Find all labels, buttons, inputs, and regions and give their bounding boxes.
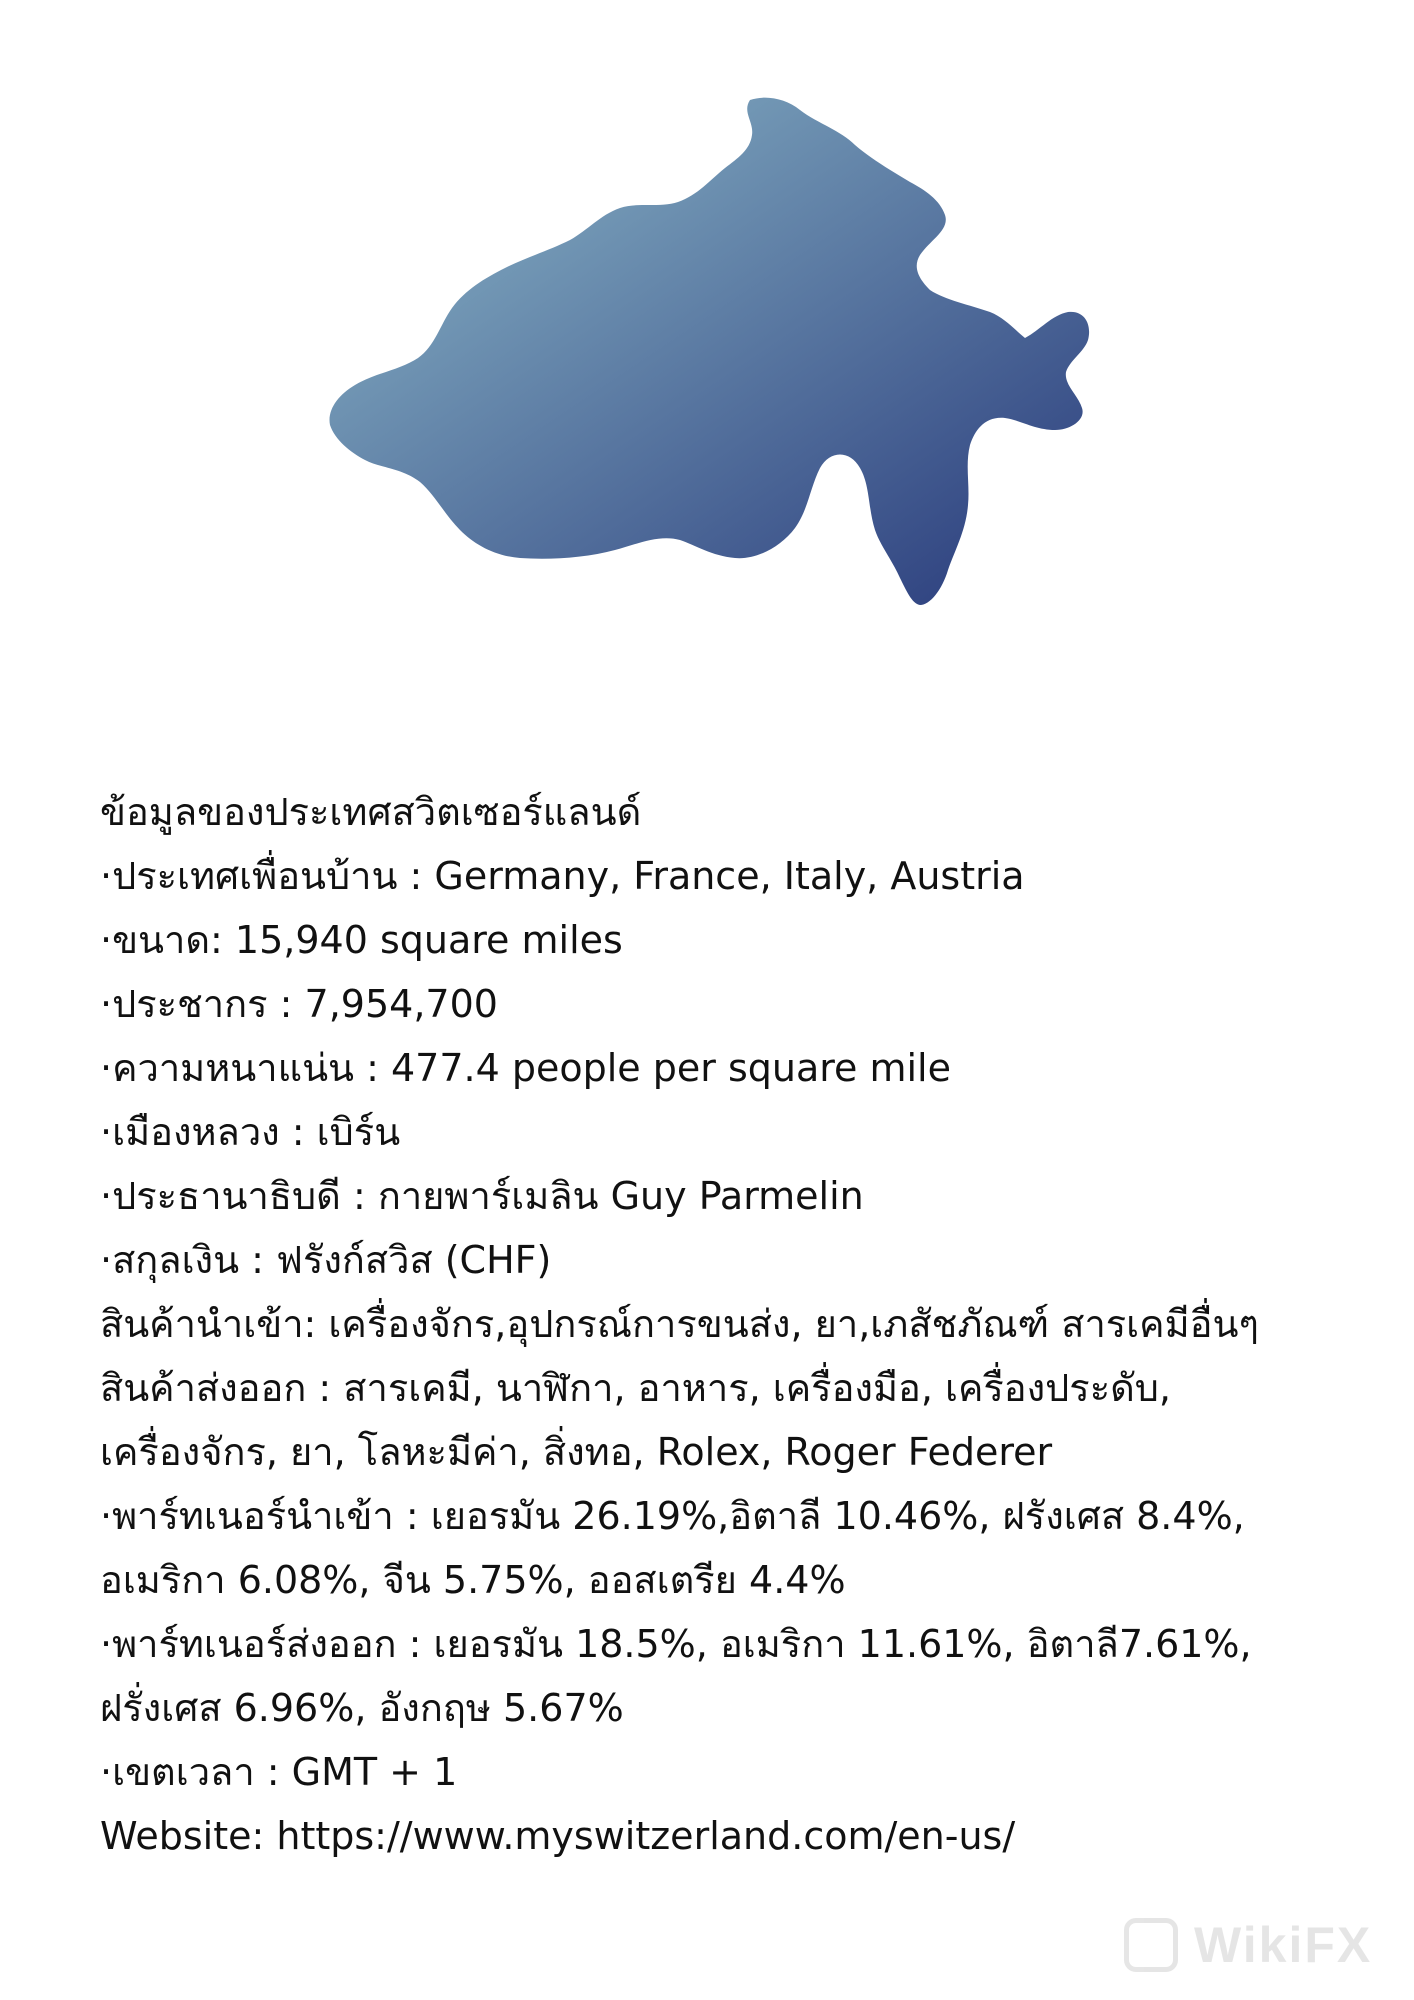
watermark-logo-icon: [1124, 1918, 1178, 1972]
info-population: ·ประชากร : 7,954,700: [100, 982, 498, 1026]
info-president: ·ประธานาธิบดี : กายพาร์เมลิน Guy Parmelin: [100, 1174, 864, 1218]
info-size: ·ขนาด: 15,940 square miles: [100, 918, 623, 962]
info-website[interactable]: Website: https://www.myswitzerland.com/en-us/: [100, 1814, 1016, 1858]
info-currency: ·สกุลเงิน : ฟรังก์สวิส (CHF): [100, 1238, 552, 1282]
watermark-text: WikiFX: [1194, 1917, 1373, 1973]
switzerland-map: [280, 90, 1140, 660]
switzerland-map-svg: [280, 90, 1140, 660]
info-density: ·ความหนาแน่น : 477.4 people per square mile: [100, 1046, 951, 1090]
switzerland-shape: [330, 98, 1090, 605]
info-capital: ·เมืองหลวง : เบิร์น: [100, 1110, 401, 1154]
info-timezone: ·เขตเวลา : GMT + 1: [100, 1750, 458, 1794]
country-info: [100, 780, 1340, 1868]
info-neighbors: ·ประเทศเพื่อนบ้าน : Germany, France, Italy, Austria: [100, 854, 1025, 898]
info-imports: สินค้านำเข้า: เครื่องจักร,อุปกรณ์การขนส่ง, ยา,เภสัชภัณฑ์ สารเคมีอื่นๆ: [100, 1302, 1259, 1346]
info-export-partners: ·พาร์ทเนอร์ส่งออก : เยอรมัน 18.5%, อเมริกา 11.61%, อิตาลี7.61%, ฝรั่งเศส 6.96%, อังกฤษ 5.67%: [100, 1622, 1252, 1730]
watermark: [1124, 1910, 1384, 1980]
info-exports: สินค้าส่งออก : สารเคมี, นาฬิกา, อาหาร, เครื่องมือ, เครื่องประดับ, เครื่องจักร, ยา, โลหะมีค่า, สิ่งทอ, Rolex, Roger Federer: [100, 1366, 1171, 1474]
info-title: ข้อมูลของประเทศสวิตเซอร์แลนด์: [100, 790, 642, 834]
info-import-partners: ·พาร์ทเนอร์นำเข้า : เยอรมัน 26.19%,อิตาลี 10.46%, ฝรังเศส 8.4%, อเมริกา 6.08%, จีน 5.75%, ออสเตรีย 4.4%: [100, 1494, 1245, 1602]
